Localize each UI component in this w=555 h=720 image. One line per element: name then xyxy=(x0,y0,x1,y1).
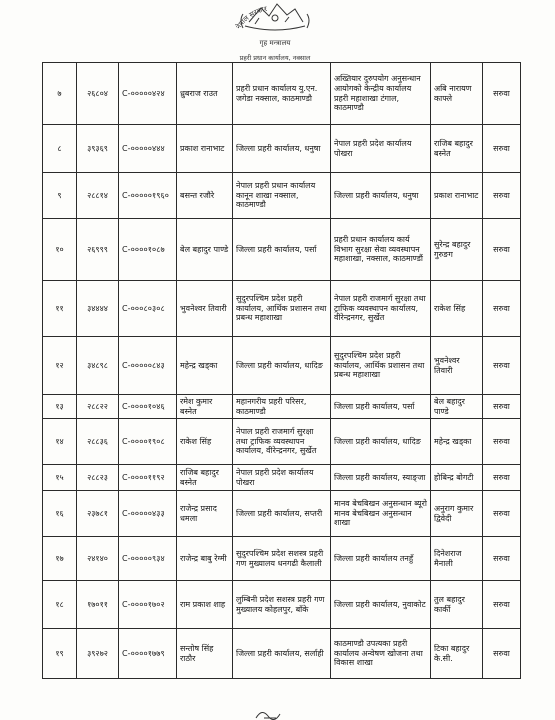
employee-id-cell: ३४८९८ xyxy=(77,337,119,395)
replacement-name-cell: अनुराग कुमार द्विवेदी xyxy=(431,491,483,537)
serial-number-cell: १० xyxy=(43,219,77,281)
current-office-cell: जिल्ला प्रहरी कार्यालय, सर्लाही xyxy=(233,629,331,679)
transfer-type-cell: सरुवा xyxy=(483,337,521,395)
transfer-office-cell: जिल्ला प्रहरी कार्यालय, पर्सा xyxy=(331,395,431,419)
transfer-office-cell: प्रहरी प्रधान कार्यालय कार्य विभाग सुरक्षा सेवा व्यवस्थापन महाशाखा, नक्साल, काठमाण्डौं xyxy=(331,219,431,281)
replacement-name-cell: सुरेन्द्र बहादुर गुरुङग xyxy=(431,219,483,281)
employee-name-cell: सन्तोष सिंह राठौर xyxy=(177,629,233,679)
current-office-cell: लुम्बिनी प्रदेश सशस्त्र प्रहरी गण मुख्यालय कोहलपुर, बाँके xyxy=(233,581,331,629)
serial-number-cell: १६ xyxy=(43,491,77,537)
transfer-type-cell: सरुवा xyxy=(483,419,521,465)
current-office-cell: जिल्ला प्रहरी कार्यालय, धनुषा xyxy=(233,125,331,173)
replacement-name-cell: भुवनेश्वर तिवारी xyxy=(431,337,483,395)
current-office-cell: नेपाल प्रहरी राजमार्ग सुरक्षा तथा ट्राफिक व्यवस्थापन कार्यालय, वीरेन्द्रनगर, सुर्खेत xyxy=(233,419,331,465)
transfer-type-cell: सरुवा xyxy=(483,629,521,679)
table-row xyxy=(43,419,521,465)
serial-number-cell: १५ xyxy=(43,465,77,491)
current-office-cell: जिल्ला प्रहरी कार्यालय, पर्सा xyxy=(233,219,331,281)
current-office-cell: प्रहरी प्रधान कार्यालय यु.एन. जगेडा नक्साल, काठमाण्डौ xyxy=(233,63,331,125)
current-office-cell: नेपाल प्रहरी प्रदेश कार्यालय पोखरा xyxy=(233,465,331,491)
employee-code-cell: C-००००११९२ xyxy=(119,465,177,491)
table-row xyxy=(43,219,521,281)
employee-code-cell: C-०००८०३०८ xyxy=(119,281,177,337)
employee-code-cell: C-००००१९०८ xyxy=(119,419,177,465)
serial-number-cell: १३ xyxy=(43,395,77,419)
employee-id-cell: ३९२७२ xyxy=(77,629,119,679)
employee-code-cell: C-०००००४४४ xyxy=(119,125,177,173)
transfer-type-cell: सरुवा xyxy=(483,63,521,125)
employee-id-cell: २३७८१ xyxy=(77,491,119,537)
transfer-office-cell: मानव बेचबिखन अनुसन्धान ब्यूरो मानव बेचबिखन अनुसन्धान शाखा xyxy=(331,491,431,537)
seal-text-ministry: गृह मन्त्रालय xyxy=(259,39,291,47)
table-row xyxy=(43,63,521,125)
replacement-name-cell: राकेश सिंह xyxy=(431,281,483,337)
transfer-type-cell: सरुवा xyxy=(483,537,521,581)
employee-name-cell: राकेश सिंह xyxy=(177,419,233,465)
employee-code-cell: C-०००००८४३ xyxy=(119,337,177,395)
table-row xyxy=(43,465,521,491)
employee-id-cell: २६८०४ xyxy=(77,63,119,125)
serial-number-cell: ९ xyxy=(43,173,77,219)
serial-number-cell: १४ xyxy=(43,419,77,465)
current-office-cell: सुदुरपश्चिम प्रदेश सशस्त्र प्रहरी गण मुख्यालय धनगढी कैलाली xyxy=(233,537,331,581)
employee-id-cell: २६९९९ xyxy=(77,219,119,281)
serial-number-cell: १२ xyxy=(43,337,77,395)
employee-name-cell: राजेन्द्र प्रसाद धमला xyxy=(177,491,233,537)
employee-code-cell: C-०००००४२४ xyxy=(119,63,177,125)
government-seal xyxy=(215,0,335,66)
employee-code-cell: C-००००१७७९ xyxy=(119,629,177,679)
transfer-office-cell: नेपाल प्रहरी राजमार्ग सुरक्षा तथा ट्राफिक व्यवस्थापन कार्यालय, वीरेन्द्रनगर, सुर्खेत xyxy=(331,281,431,337)
table-row xyxy=(43,173,521,219)
employee-code-cell: C-००००१०८७ xyxy=(119,219,177,281)
employee-code-cell: C-००००१०४६ xyxy=(119,395,177,419)
transfer-table xyxy=(42,62,521,679)
employee-name-cell: प्रकाश रानाभाट xyxy=(177,125,233,173)
transfer-office-cell: जिल्ला प्रहरी कार्यालय, स्याङ्जा xyxy=(331,465,431,491)
employee-id-cell: २८८२३ xyxy=(77,465,119,491)
replacement-name-cell: महेन्द्र खड्का xyxy=(431,419,483,465)
replacement-name-cell: राजिब बहादुर बस्नेत xyxy=(431,125,483,173)
transfer-type-cell: सरुवा xyxy=(483,125,521,173)
employee-id-cell: २८८३६ xyxy=(77,419,119,465)
transfer-office-cell: जिल्ला प्रहरी कार्यालय, धनुषा xyxy=(331,173,431,219)
serial-number-cell: ७ xyxy=(43,63,77,125)
seal-text-top: नेपाल सरकार xyxy=(234,4,268,31)
table-row xyxy=(43,581,521,629)
employee-id-cell: २८८१४ xyxy=(77,173,119,219)
replacement-name-cell: तुल बहादुर कार्की xyxy=(431,581,483,629)
transfer-office-cell: काठमाण्डौ उपत्यका प्रहरी कार्यालय अन्वेषण खोजना तथा विकास शाखा xyxy=(331,629,431,679)
transfer-office-cell: अख्तियार दुरुपयोग अनुसन्धान आयोगको केन्द्रीय कार्यालय प्रहरी महाशाखा टंगाल, काठमाण्डौ xyxy=(331,63,431,125)
current-office-cell: नेपाल प्रहरी प्रधान कार्यालय कानून शाखा नक्साल, काठमाण्डौ xyxy=(233,173,331,219)
table-row xyxy=(43,491,521,537)
employee-name-cell: महेन्द्र खड्का xyxy=(177,337,233,395)
transfer-office-cell: सुदुरपश्चिम प्रदेश प्रहरी कार्यालय, आर्थिक प्रशासन तथा प्रबन्ध महाशाखा xyxy=(331,337,431,395)
transfer-office-cell: नेपाल प्रहरी प्रदेश कार्यालय पोखरा xyxy=(331,125,431,173)
employee-id-cell: ३४४४४ xyxy=(77,281,119,337)
employee-id-cell: ३९३६९ xyxy=(77,125,119,173)
transfer-office-cell: जिल्ला प्रहरी कार्यालय, नुवाकोट xyxy=(331,581,431,629)
transfer-type-cell: सरुवा xyxy=(483,219,521,281)
employee-name-cell: राम प्रकाश शाह xyxy=(177,581,233,629)
employee-code-cell: C-०००००१९६० xyxy=(119,173,177,219)
table-row xyxy=(43,281,521,337)
employee-code-cell: C-०००००४३३ xyxy=(119,491,177,537)
transfer-office-cell: जिल्ला प्रहरी कार्यालय, धादिङ xyxy=(331,419,431,465)
employee-name-cell: ध्रुबराज राउत xyxy=(177,63,233,125)
replacement-name-cell: प्रकाश रानाभाट xyxy=(431,173,483,219)
transfer-type-cell: सरुवा xyxy=(483,581,521,629)
employee-id-cell: २४१४० xyxy=(77,537,119,581)
table-row xyxy=(43,337,521,395)
table-row xyxy=(43,537,521,581)
serial-number-cell: १८ xyxy=(43,581,77,629)
employee-id-cell: २८८२२ xyxy=(77,395,119,419)
employee-name-cell: राजेन्द्र बाबु रेग्मी xyxy=(177,537,233,581)
signature-mark xyxy=(250,706,290,720)
current-office-cell: महानगरीय प्रहरी परिसर, काठमाण्डौ xyxy=(233,395,331,419)
table-row xyxy=(43,125,521,173)
employee-code-cell: C-००००१७०२ xyxy=(119,581,177,629)
table-row xyxy=(43,395,521,419)
employee-name-cell: भुवनेश्वर तिवारी xyxy=(177,281,233,337)
employee-id-cell: १७०११ xyxy=(77,581,119,629)
replacement-name-cell: टिका बहादुर के.सी. xyxy=(431,629,483,679)
replacement-name-cell: होबिन्द्र बोगटी xyxy=(431,465,483,491)
table-row xyxy=(43,629,521,679)
transfer-type-cell: सरुवा xyxy=(483,395,521,419)
current-office-cell: सुदुरपश्चिम प्रदेश प्रहरी कार्यालय, आर्थिक प्रशासन तथा प्रबन्ध महाशाखा xyxy=(233,281,331,337)
current-office-cell: जिल्ला प्रहरी कार्यालय, सप्तरी xyxy=(233,491,331,537)
transfer-type-cell: सरुवा xyxy=(483,173,521,219)
serial-number-cell: १९ xyxy=(43,629,77,679)
employee-name-cell: बेल बहादुर पाण्डे xyxy=(177,219,233,281)
employee-name-cell: रमेश कुमार बस्नेत xyxy=(177,395,233,419)
transfer-type-cell: सरुवा xyxy=(483,491,521,537)
transfer-type-cell: सरुवा xyxy=(483,281,521,337)
employee-code-cell: C-०००००९३४ xyxy=(119,537,177,581)
seal-text-office: प्रहरी प्रधान कार्यालय, नक्साल xyxy=(239,54,311,62)
serial-number-cell: ११ xyxy=(43,281,77,337)
replacement-name-cell: बेल बहादुर पाण्डे xyxy=(431,395,483,419)
employee-name-cell: बसन्त रजौरे xyxy=(177,173,233,219)
employee-name-cell: राजिब बहादुर बस्नेत xyxy=(177,465,233,491)
serial-number-cell: १७ xyxy=(43,537,77,581)
replacement-name-cell: अबि नारायण काफ्ले xyxy=(431,63,483,125)
replacement-name-cell: दिनेशराज मैनाली xyxy=(431,537,483,581)
transfer-office-cell: जिल्ला प्रहरी कार्यालय तनहुँ xyxy=(331,537,431,581)
current-office-cell: जिल्ला प्रहरी कार्यालय, धादिङ xyxy=(233,337,331,395)
transfer-type-cell: सरुवा xyxy=(483,465,521,491)
serial-number-cell: ८ xyxy=(43,125,77,173)
